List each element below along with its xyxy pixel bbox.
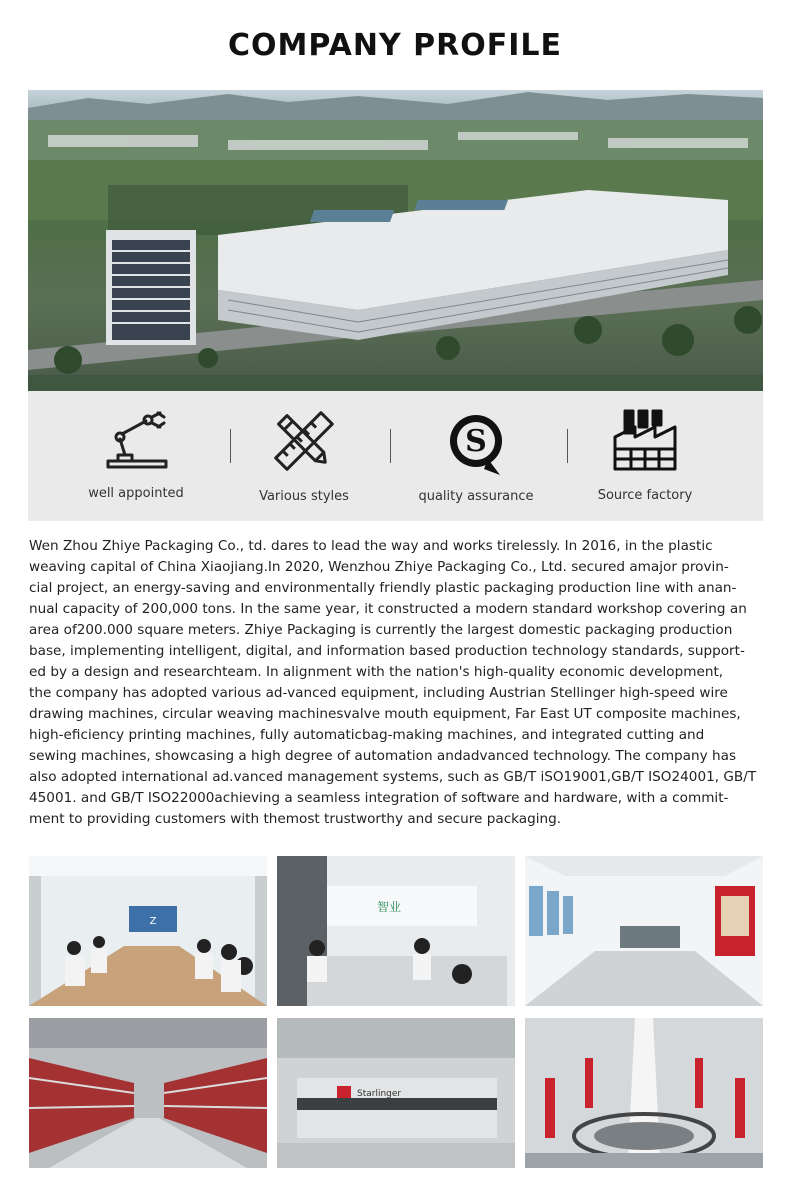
office-logo-text: 智业 [377, 900, 402, 914]
factory-aerial-photo [28, 90, 763, 391]
feature-source-factory [555, 391, 735, 521]
svg-text:Z: Z [149, 916, 157, 927]
features-band [28, 391, 763, 521]
page-title: COMPANY PROFILE [228, 28, 562, 63]
office-photo [277, 856, 515, 1006]
feature-label: quality assurance [418, 489, 534, 504]
machine-brand-text: Starlinger [357, 1089, 402, 1099]
circular-loom-photo [525, 1018, 763, 1168]
feature-label: Source factory [597, 488, 693, 503]
factory-icon [609, 407, 681, 471]
qs-logo-icon [440, 411, 512, 475]
feature-various-styles [214, 391, 394, 521]
meeting-room-photo [29, 856, 267, 1006]
drawing-machine-photo [277, 1018, 515, 1168]
exhibition-hall-photo [525, 856, 763, 1006]
feature-quality-assurance [386, 391, 566, 521]
robot-arm-icon [100, 409, 172, 473]
warehouse-photo [29, 1018, 267, 1168]
ruler-pencil-icon [268, 409, 340, 473]
company-description: Wen Zhou Zhiye Packaging Co., td. dares to lead the way and works tirelessly. In 2016, in the plastic weaving capital of China Xiaojiang.In 2020, Wenzhou Zhiye Packaging Co., Ltd. secured amajor provin- cial project, an energy-saving and environmentally friendly plastic packaging production line with anan- nual capacity of 200,000 tons. In the same year, it constructed a modern standard workshop covering an area of200.000 square meters. Zhiye Packaging is currently the largest domestic packaging production base, implementing intelligent, digital, and information based production technology standards, support- ed by a design and researchteam. In alignment with the nation's high-quality economic development, the company has adopted various ad-vanced equipment, including Austrian Stellinger high-speed wire drawing machines, circular weaving machinesvalve mouth equipment, Far East UT composite machines, high-eficiency printing machines, fully automaticbag-making machines, and integrated cutting and sewing machines, showcasing a high degree of automation andadvanced technology. The company has also adopted international ad.vanced management systems, such as GB/T iSO19001,GB/T ISO24001, GB/T 45001. and GB/T ISO22000achieving a seamless integration of software and hardware, with a commit- ment to providing customers with themost trustworthy and secure packaging. [29, 538, 757, 827]
feature-well-appointed [46, 391, 226, 521]
svg-text:S: S [465, 424, 487, 459]
feature-label: Various styles [259, 489, 349, 504]
feature-label: well appointed [88, 486, 184, 501]
